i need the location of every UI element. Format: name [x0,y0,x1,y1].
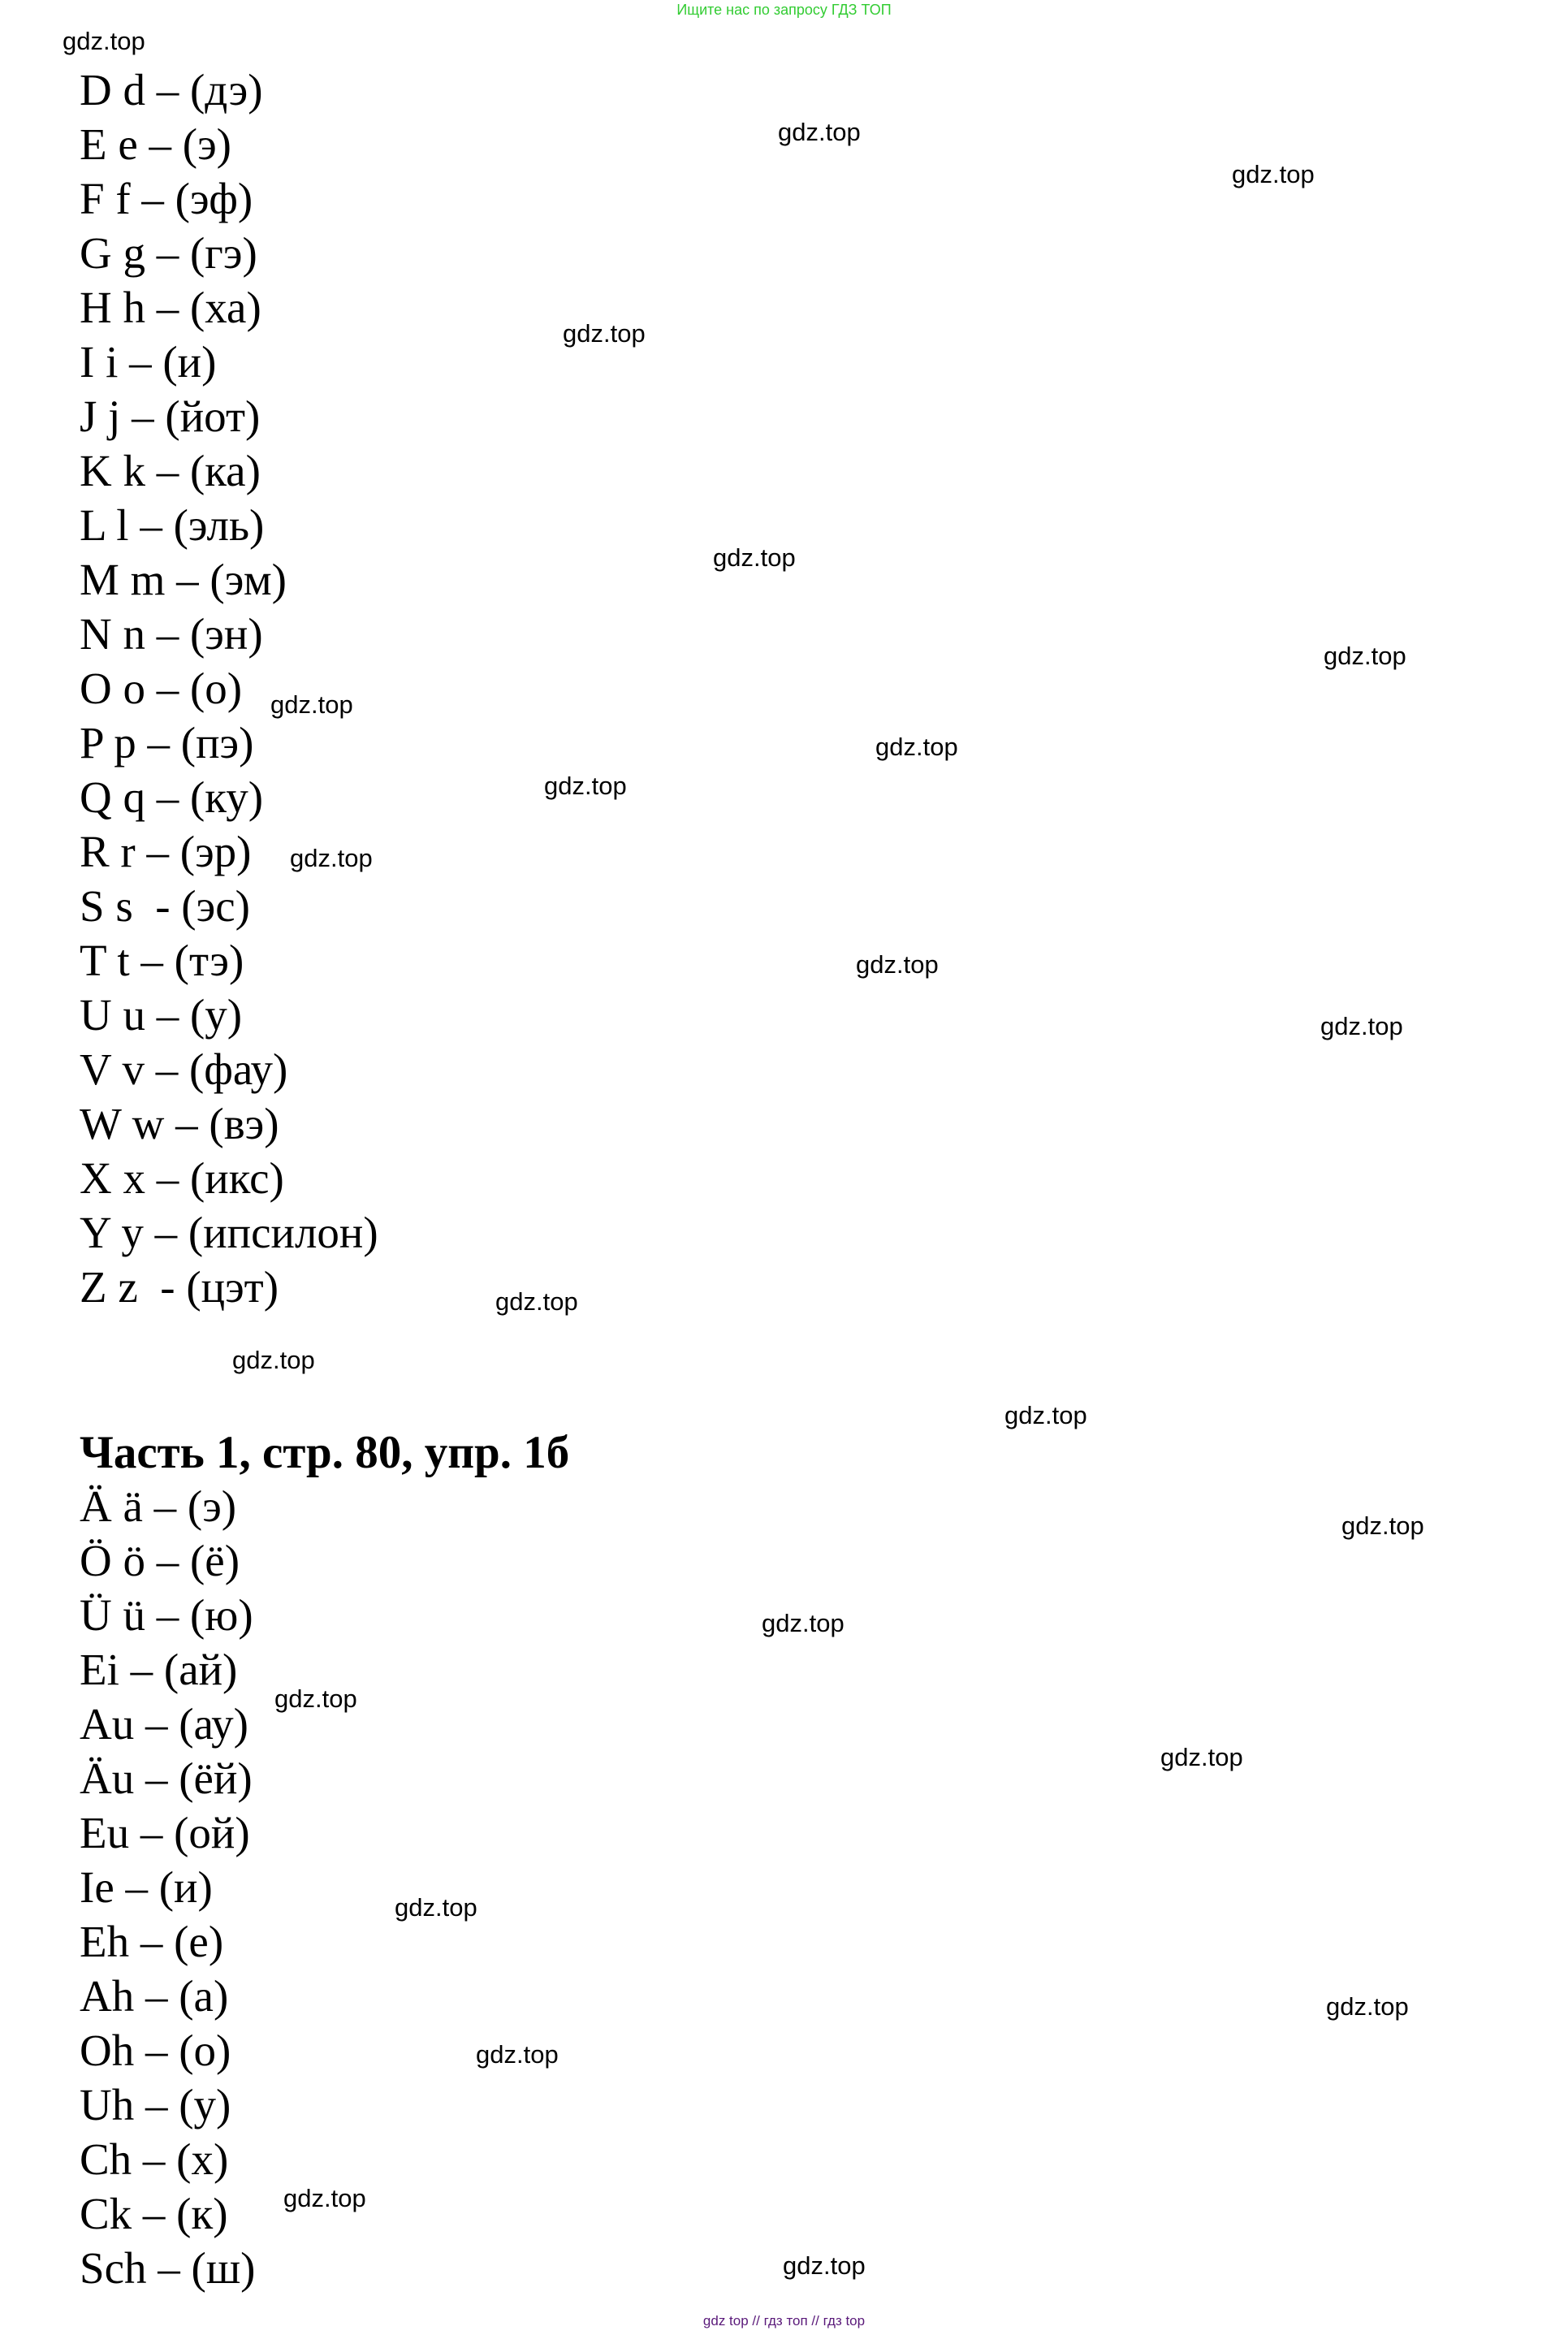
watermark: gdz.top [713,543,796,572]
watermark: gdz.top [563,319,646,348]
letter-combo-item: Ei – (ай) [80,1645,238,1694]
watermark: gdz.top [856,950,939,979]
alphabet-line-j: J j – (йот) [80,391,261,441]
watermark: gdz.top [395,1893,477,1922]
letter-combo-item: Au – (ау) [80,1699,248,1749]
alphabet-line-x: X x – (икс) [80,1153,284,1203]
watermark: gdz.top [1232,160,1315,188]
alphabet-line-p: P p – (пэ) [80,718,254,768]
watermark: gdz.top [783,2251,866,2280]
watermark: gdz.top [1341,1511,1424,1540]
watermark: gdz.top [232,1346,315,1374]
watermark: gdz.top [778,118,861,146]
footer-links[interactable]: gdz top // гдз топ // гдз top [702,2313,866,2329]
letter-combo-item: Eh – (е) [80,1917,224,1966]
letter-combo-item: Ie – (и) [80,1862,213,1912]
letter-combo-item: Ck – (к) [80,2189,228,2238]
watermark: gdz.top [290,844,373,872]
alphabet-line-w: W w – (вэ) [80,1099,279,1148]
watermark: gdz.top [1160,1743,1243,1771]
alphabet-line-h: H h – (ха) [80,283,261,332]
alphabet-line-g: G g – (гэ) [80,228,257,278]
watermark: gdz.top [274,1684,357,1713]
letter-combo-item: Ü ü – (ю) [80,1590,253,1640]
watermark: gdz.top [495,1287,578,1316]
section-heading: Часть 1, стр. 80, упр. 1б [80,1427,570,1478]
watermark: gdz.top [476,2040,559,2069]
letter-combo-item: Äu – (ёй) [80,1753,253,1803]
alphabet-line-f: F f – (эф) [80,174,253,223]
alphabet-line-n: N n – (эн) [80,609,263,659]
alphabet-line-v: V v – (фау) [80,1044,288,1094]
letter-combo-item: Ch – (х) [80,2134,229,2184]
alphabet-line-u: U u – (у) [80,990,243,1040]
watermark: gdz.top [283,2184,366,2212]
letter-combo-item: Eu – (ой) [80,1808,250,1857]
alphabet-line-t: T t – (тэ) [80,936,244,985]
letter-combo-item: Ö ö – (ё) [80,1536,240,1585]
alphabet-line-d: D d – (дэ) [80,65,263,115]
alphabet-line-m: M m – (эм) [80,555,287,604]
letter-combo-item: Sch – (ш) [80,2243,256,2293]
alphabet-line-i: I i – (и) [80,337,217,387]
top-banner-link[interactable]: Ищите нас по запросу ГДЗ ТОП [676,2,892,18]
watermark: gdz.top [1324,642,1406,670]
alphabet-line-y: Y y – (ипсилон) [80,1208,378,1257]
alphabet-line-z: Z z - (цэт) [80,1262,279,1312]
watermark: gdz.top [63,27,145,55]
letter-combo-item: Ä ä – (э) [80,1481,237,1531]
watermark: gdz.top [1326,1992,1409,2021]
watermark: gdz.top [544,772,627,800]
watermark: gdz.top [1004,1401,1087,1429]
alphabet-line-r: R r – (эр) [80,827,252,876]
alphabet-line-k: K k – (ка) [80,446,261,495]
watermark: gdz.top [270,690,353,719]
alphabet-line-q: Q q – (ку) [80,772,264,822]
watermark: gdz.top [762,1609,844,1637]
alphabet-line-e: E e – (э) [80,119,231,169]
alphabet-line-l: L l – (эль) [80,500,265,550]
letter-combo-item: Oh – (о) [80,2026,231,2075]
letter-combo-item: Ah – (а) [80,1971,229,2021]
letter-combo-item: Uh – (у) [80,2080,231,2130]
watermark: gdz.top [1320,1012,1403,1040]
alphabet-line-s: S s - (эс) [80,881,250,931]
alphabet-line-o: O o – (о) [80,664,243,713]
watermark: gdz.top [875,733,958,761]
